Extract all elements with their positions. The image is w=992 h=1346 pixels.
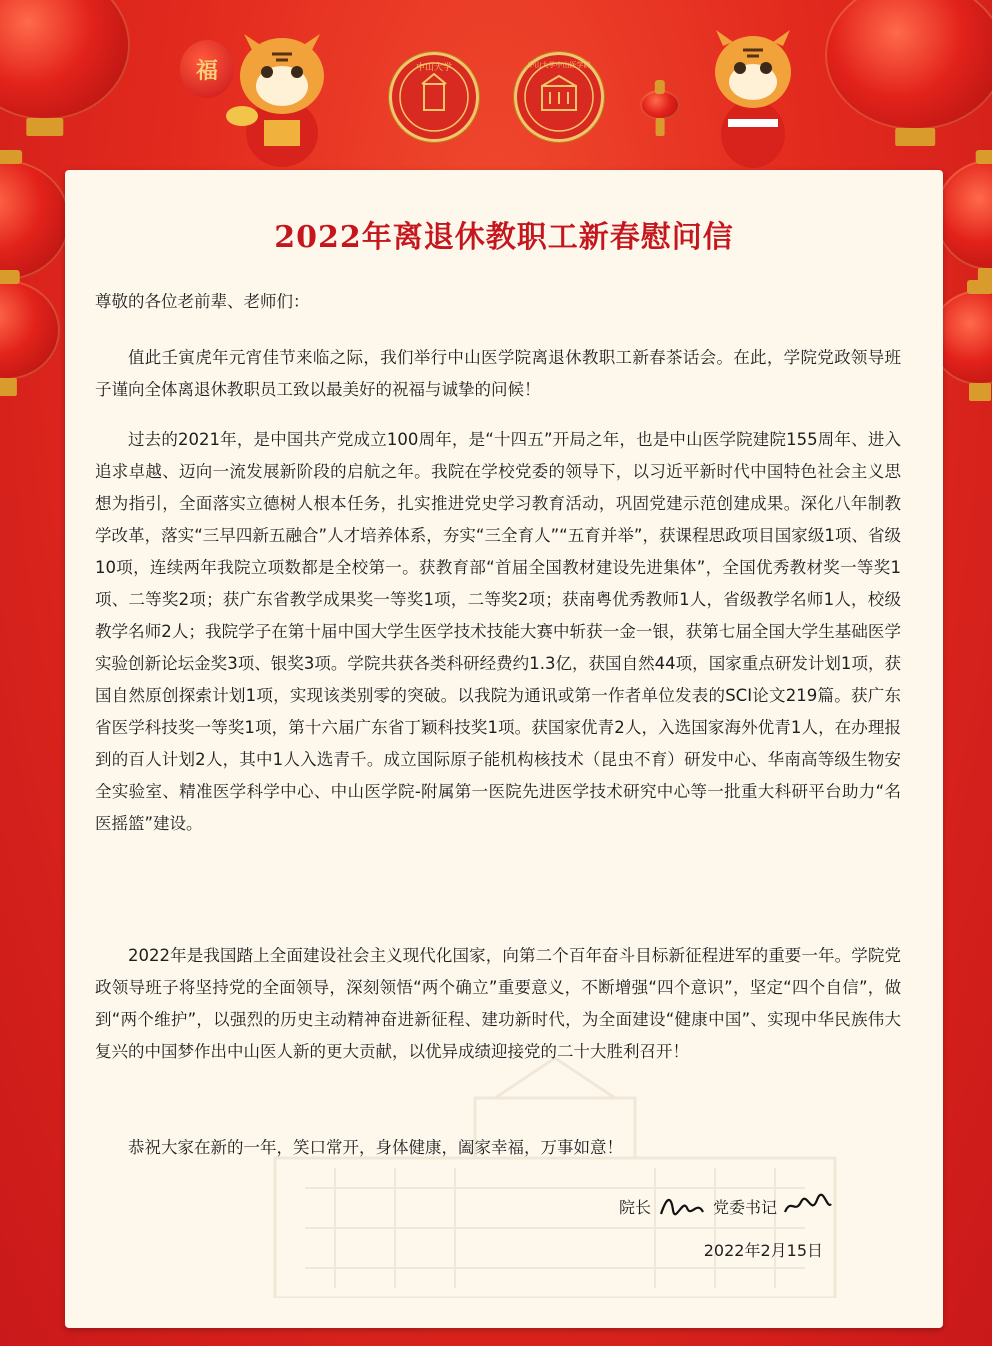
letter-title: 2022年离退休教职工新春慰问信: [274, 220, 734, 255]
zssom-logo-text: 中山大学中山医学院: [527, 61, 591, 69]
paragraph-wishes: 恭祝大家在新的一年，笑口常开，身体健康，阖家幸福，万事如意！: [128, 1138, 623, 1157]
signature-line: [619, 1192, 833, 1220]
lantern-small-right: [640, 90, 680, 120]
zssom-logo: [514, 52, 604, 142]
secretary-label: 党委书记: [712, 1197, 777, 1217]
paragraph-outlook: 2022年是我国踏上全面建设社会主义现代化国家，向第二个百年奋斗目标新征程进军的重要一年。学院党政领导班子将坚持党的全面领导，深刻领悟“两个确立”重要意义，不断增强“四个意识”，坚定“四个自信”，做到“两个维护”，以强烈的历史主动精神奋进新征程、建功新时代，为全面建设“健康中国”、实现中华民族伟大复兴的中国梦作出中山医人新的更大贡献，以优异成绩迎接党的二十大胜利召开！: [95, 946, 901, 1061]
tiger-right-icon: [698, 24, 808, 174]
fu-character: 福: [195, 57, 218, 84]
sysu-logo-text: 中山大学: [415, 63, 452, 73]
tiger-left-icon: [222, 28, 342, 168]
letter-paper: [65, 170, 943, 1328]
building-watermark-icon: [155, 1038, 955, 1298]
secretary-signature-icon: [783, 1192, 833, 1220]
sysu-logo: [389, 52, 479, 142]
salutation: 尊敬的各位老前辈、老师们：: [95, 292, 310, 311]
letter-date: 2022年2月15日: [703, 1241, 823, 1260]
dean-signature-icon: [657, 1192, 707, 1220]
dean-label: 院长: [618, 1197, 651, 1217]
paragraph-greeting: 值此壬寅虎年元宵佳节来临之际，我们举行中山医学院离退休教职工新春茶话会。在此，学院党政领导班子谨向全体离退休教职员工致以最美好的祝福与诚挚的问候！: [95, 348, 901, 399]
paragraph-achievements: 过去的2021年，是中国共产党成立100周年，是“十四五”开局之年，也是中山医学院建院155周年、进入追求卓越、迈向一流发展新阶段的启航之年。我院在学校党委的领导下，以习近平新时代中国特色社会主义思想为指引，全面落实立德树人根本任务，扎实推进党史学习教育活动，巩固党建示范创建成果。深化八年制教学改革，落实“三早四新五融合”人才培养体系，夯实“三全育人”“五育并举”，获课程思政项目国家级1项、省级10项，连续两年我院立项数都是全校第一。获教育部“首届全国教材建设先进集体”，全国优秀教材奖一等奖1项、二等奖2项；获广东省教学成果奖一等奖1项，二等奖2项；获南粤优秀教师1人，省级教学名师1人，校级教学名师2人；我院学子在第十届中国大学生医学技术技能大赛中斩获一金一银，获第七届全国大学生基础医学实验创新论坛金奖3项、银奖3项。学院共获各类科研经费约1.3亿，获国自然44项，国家重点研发计划1项，获国自然原创探索计划1项，实现该类别零的突破。以我院为通讯或第一作者单位发表的SCI论文219篇。获广东省医学科技奖一等奖1项，第十六届广东省丁颖科技奖1项。获国家优青2人，入选国家海外优青1人，在办理报到的百人计划2人，其中1人入选青千。成立国际原子能机构核技术（昆虫不育）研发中心、华南高等级生物安全实验室、精准医学科学中心、中山医学院-附属第一医院先进医学技术研究中心等一批重大科研平台助力“名医摇篮”建设。: [95, 430, 901, 833]
